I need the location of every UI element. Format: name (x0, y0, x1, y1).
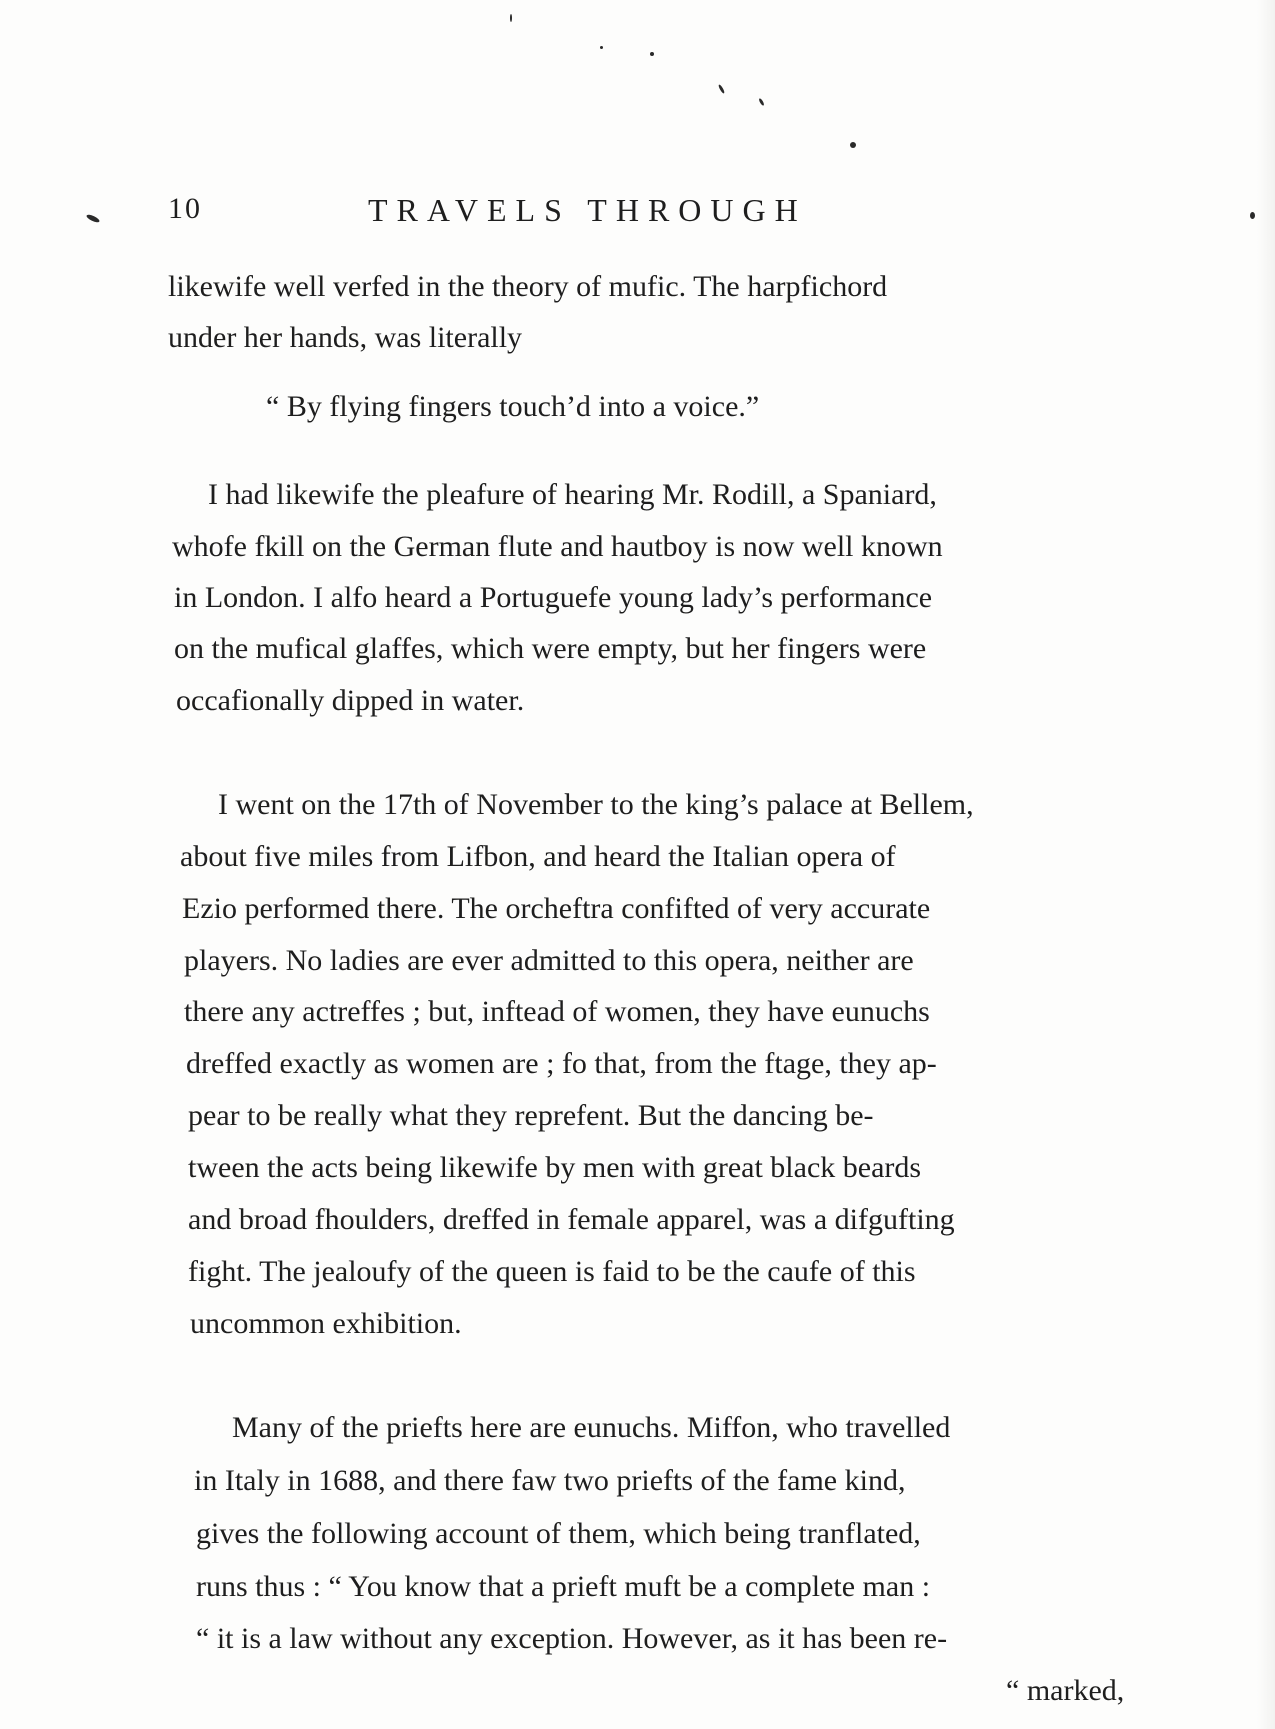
text-line: likewife well verfed in the theory of mufic. The harpfichord (168, 270, 888, 303)
scan-speck (850, 142, 856, 148)
quotation-line: “ By flying fingers touch’d into a voice.” (266, 390, 760, 423)
scan-speck (650, 52, 654, 56)
text-line: there any actreffes ; but, inftead of women, they have eunuchs (184, 995, 930, 1028)
scan-speck (1250, 212, 1255, 219)
text-line: pear to be really what they reprefent. But the dancing be- (188, 1099, 874, 1132)
scan-speck (86, 213, 101, 223)
text-line: players. No ladies are ever admitted to this opera, neither are (184, 944, 914, 977)
text-line: in London. I alfo heard a Portuguefe young lady’s performance (174, 581, 933, 614)
text-line: “ it is a law without any exception. However, as it has been re- (196, 1622, 948, 1655)
page-number: 10 (168, 192, 202, 225)
running-title: TRAVELS THROUGH (368, 192, 807, 228)
running-head (150, 192, 1070, 232)
text-line: about five miles from Lifbon, and heard the Italian opera of (180, 840, 896, 873)
text-line: I went on the 17th of November to the king’s palace at Bellem, (218, 788, 974, 821)
page-edge-shadow (1257, 0, 1275, 1729)
text-line: in Italy in 1688, and there faw two priefts of the fame kind, (194, 1464, 906, 1497)
catchword: “ marked, (1006, 1674, 1125, 1707)
text-line: runs thus : “ You know that a prieft muft be a complete man : (196, 1570, 931, 1603)
text-line: Ezio performed there. The orcheftra confifted of very accurate (182, 892, 931, 925)
scan-speck (600, 46, 603, 49)
text-line: on the mufical glaffes, which were empty, but her fingers were (174, 632, 927, 665)
text-line: tween the acts being likewife by men with great black beards (188, 1151, 922, 1184)
text-line: occafionally dipped in water. (176, 684, 525, 717)
text-line: uncommon exhibition. (190, 1307, 462, 1340)
scan-speck (758, 98, 765, 106)
text-line: whofe fkill on the German flute and hautboy is now well known (172, 530, 943, 563)
text-line: gives the following account of them, which being tranflated, (196, 1517, 921, 1550)
text-line: Many of the priefts here are eunuchs. Miffon, who travelled (232, 1411, 951, 1444)
scan-speck (718, 84, 726, 94)
text-line: and broad fhoulders, dreffed in female apparel, was a difgufting (188, 1203, 955, 1236)
text-line: dreffed exactly as women are ; fo that, from the ftage, they ap- (186, 1047, 937, 1080)
text-line: fight. The jealoufy of the queen is faid to be the caufe of this (188, 1255, 916, 1288)
text-line: I had likewife the pleafure of hearing Mr. Rodill, a Spaniard, (208, 478, 937, 511)
text-line: under her hands, was literally (168, 321, 523, 354)
scan-speck (510, 14, 512, 22)
